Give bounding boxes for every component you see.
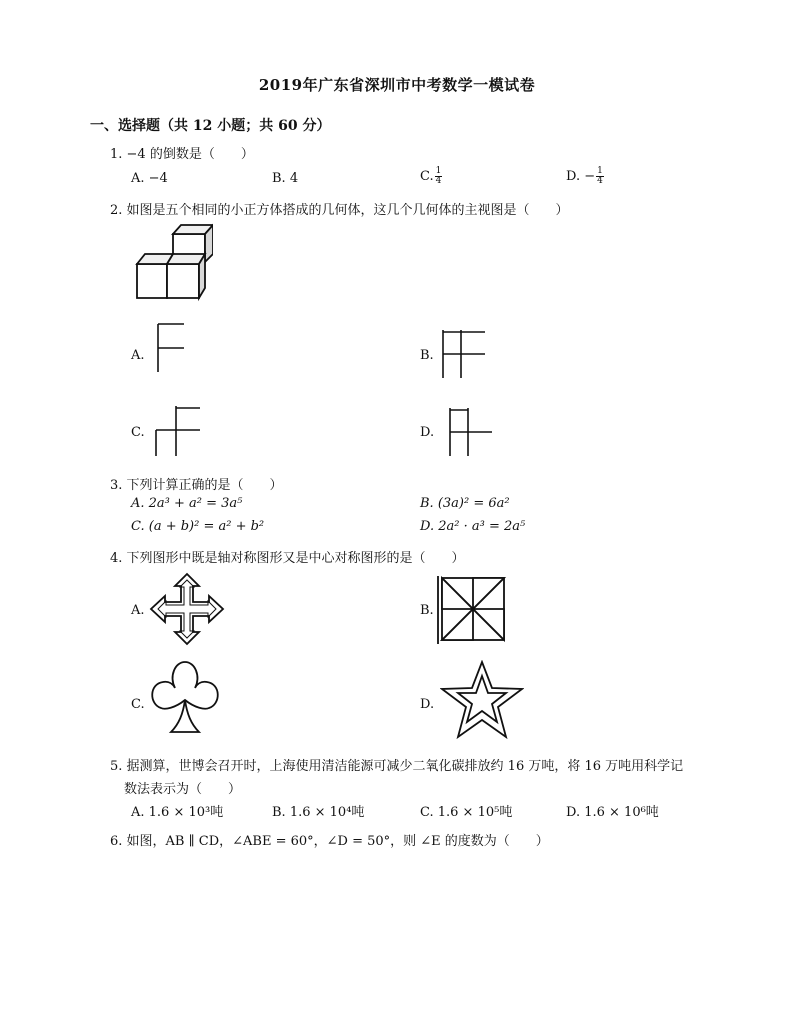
q1-option-d[interactable]: [566, 167, 604, 186]
q5-option-a[interactable]: A. 1.6 × 10³吨: [131, 805, 224, 820]
question-2-stem: 2. 如图是五个相同的小正方体搭成的几何体，这几个几何体的主视图是（ ）: [110, 203, 569, 218]
question-3-stem: 3. 下列计算正确的是（ ）: [110, 478, 283, 493]
question-5-stem-line1: 5. 据测算，世博会召开时，上海使用清洁能源可减少二氧化碳排放约 16 万吨，将 16 万吨用科学记: [110, 759, 684, 774]
question-5-stem-line2: 数法表示为（ ）: [124, 782, 242, 797]
q4-option-d-label: D.: [420, 697, 435, 712]
q1-option-d-label: D. −: [566, 169, 596, 184]
q2-option-b-label: B.: [420, 348, 434, 363]
page-title: 2019年广东省深圳市中考数学一模试卷: [258, 76, 536, 94]
q2-option-c-label: C.: [131, 425, 145, 440]
q5-option-b[interactable]: B. 1.6 × 10⁴吨: [272, 805, 365, 820]
q1-option-b[interactable]: B. 4: [272, 171, 299, 186]
q1-option-c[interactable]: [420, 167, 442, 186]
q1-option-c-fraction: $\frac{1}{4}$: [435, 166, 442, 186]
q2-option-a-label: A.: [131, 348, 145, 363]
question-6-stem: 6. 如图，AB ∥ CD，∠ABE = 60°，∠D = 50°，则 ∠E 的度数为（ ）: [110, 834, 549, 849]
q2-option-a-figure: [152, 322, 192, 374]
q4-option-b-pinwheel-figure: [434, 574, 508, 646]
q2-option-b[interactable]: [420, 348, 434, 363]
q2-option-c-figure: [152, 404, 204, 458]
q1-option-a[interactable]: A. −4: [131, 171, 168, 186]
q2-option-d-label: D.: [420, 425, 435, 440]
q2-option-b-figure: [437, 328, 487, 380]
q4-option-d[interactable]: [420, 697, 434, 712]
q2-option-c[interactable]: [131, 425, 145, 440]
q3-option-b[interactable]: B. (3a)² = 6a²: [420, 496, 510, 511]
section-heading: 一、选择题（共 12 小题；共 60 分）: [90, 118, 331, 134]
q2-cube-figure: [133, 222, 213, 302]
q4-option-d-star-figure: [440, 660, 524, 740]
q5-option-d[interactable]: D. 1.6 × 10⁶吨: [566, 805, 659, 820]
q3-option-c[interactable]: C. (a + b)² = a² + b²: [131, 519, 265, 534]
q3-option-a[interactable]: A. 2a³ + a² = 3a⁵: [131, 496, 243, 511]
q4-option-c-club-figure: [147, 660, 223, 736]
q1-option-c-label: C.: [420, 169, 434, 184]
q4-option-a[interactable]: [131, 603, 145, 618]
q2-option-d[interactable]: [420, 425, 434, 440]
q2-option-d-figure: [444, 406, 494, 458]
q4-option-b[interactable]: [420, 603, 434, 618]
question-1-stem: 1. −4 的倒数是（ ）: [110, 147, 254, 162]
q4-option-a-four-arrow-figure: [149, 572, 225, 646]
q2-option-a[interactable]: [131, 348, 145, 363]
q4-option-c-label: C.: [131, 697, 145, 712]
question-4-stem: 4. 下列图形中既是轴对称图形又是中心对称图形的是（ ）: [110, 551, 465, 566]
q5-option-c[interactable]: C. 1.6 × 10⁵吨: [420, 805, 513, 820]
q4-option-c[interactable]: [131, 697, 145, 712]
q4-option-a-label: A.: [131, 603, 145, 618]
q4-option-b-label: B.: [420, 603, 434, 618]
q1-option-d-fraction: $\frac{1}{4}$: [597, 166, 603, 186]
q3-option-d[interactable]: D. 2a² · a³ = 2a⁵: [420, 519, 526, 534]
